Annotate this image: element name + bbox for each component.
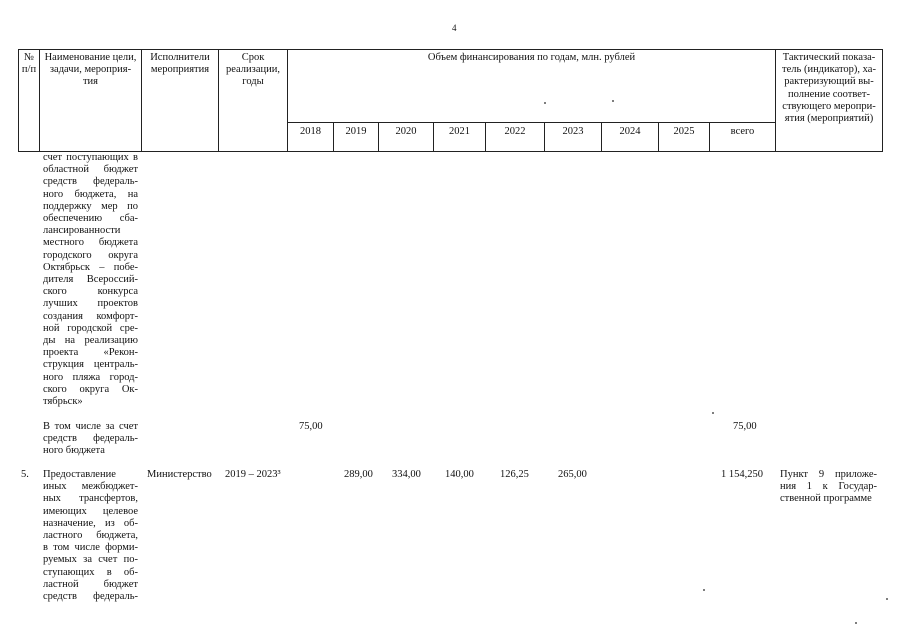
header-indicator: Тактический показа- тель (индикатор), ха- рактеризующий вы- полнение соответ- ствующего меропри- ятия (мероприятий)	[782, 52, 876, 125]
item5-value-2021: 140,00	[445, 469, 474, 480]
year-2020: 2020	[395, 126, 417, 137]
item5-total: 1 154,250	[721, 469, 763, 480]
scan-speck	[886, 598, 888, 600]
federal-row-2018-value: 75,00	[299, 421, 323, 432]
item5-indicator: Пункт 9 приложе- ния 1 к Государ- ственной программе	[780, 469, 877, 505]
year-2021: 2021	[449, 126, 470, 137]
item5-value-2023: 265,00	[558, 469, 587, 480]
header-funding: Объем финансирования по годам, млн. рублей	[427, 52, 636, 63]
item5-number: 5.	[21, 469, 29, 480]
scan-speck	[703, 589, 705, 591]
header-number: № п/п	[21, 52, 37, 76]
scan-speck	[612, 100, 614, 102]
scan-speck	[855, 622, 857, 624]
year-2018: 2018	[300, 126, 321, 137]
year-2022: 2022	[504, 126, 526, 137]
page-number: 4	[452, 23, 457, 33]
federal-row-total-value: 75,00	[733, 421, 757, 432]
year-2024: 2024	[619, 126, 641, 137]
year-total: всего	[730, 126, 755, 137]
years-row-top-border	[287, 122, 775, 123]
header-name: Наименование цели, задачи, мероприя- тия	[44, 52, 137, 88]
item5-value-2020: 334,00	[392, 469, 421, 480]
table-top-border	[18, 49, 882, 50]
item5-period: 2019 – 2023³	[225, 469, 281, 480]
item5-value-2019: 289,00	[344, 469, 373, 480]
header-executors: Исполнители мероприятия	[150, 52, 210, 76]
continued-item-text: счет поступающих в областной бюджет средств федераль- ного бюджета, на поддержку мер по обеспечению сба- лансированности местного бюджета городского округа Октябрьск – побе- дителя Всероссий- ского конкурса лучших проектов создания комфорт- ной городской сре- ды на реализацию проекта «Рекон- струкция централь- ного пляжа город- ского округа Ок- тябрьск»	[43, 152, 138, 408]
table-right-border	[882, 49, 883, 152]
header-period: Срок реализации, годы	[226, 52, 280, 88]
year-2023: 2023	[562, 126, 584, 137]
federal-row-text: В том числе за счет средств федераль- ного бюджета	[43, 421, 138, 457]
item5-value-2022: 126,25	[500, 469, 529, 480]
year-2025: 2025	[673, 126, 695, 137]
table-header-bottom-border	[18, 151, 882, 152]
item5-text: Предоставление иных межбюджет- ных трансфертов, имеющих целевое назначение, из об- ластного бюджета, в том числе форми- руемых за счет по- ступающих в об- ластной бюджет средств федераль-	[43, 469, 138, 603]
scan-speck	[712, 412, 714, 414]
year-2019: 2019	[345, 126, 367, 137]
scan-speck	[544, 102, 546, 104]
item5-executor: Министерство	[147, 469, 212, 480]
